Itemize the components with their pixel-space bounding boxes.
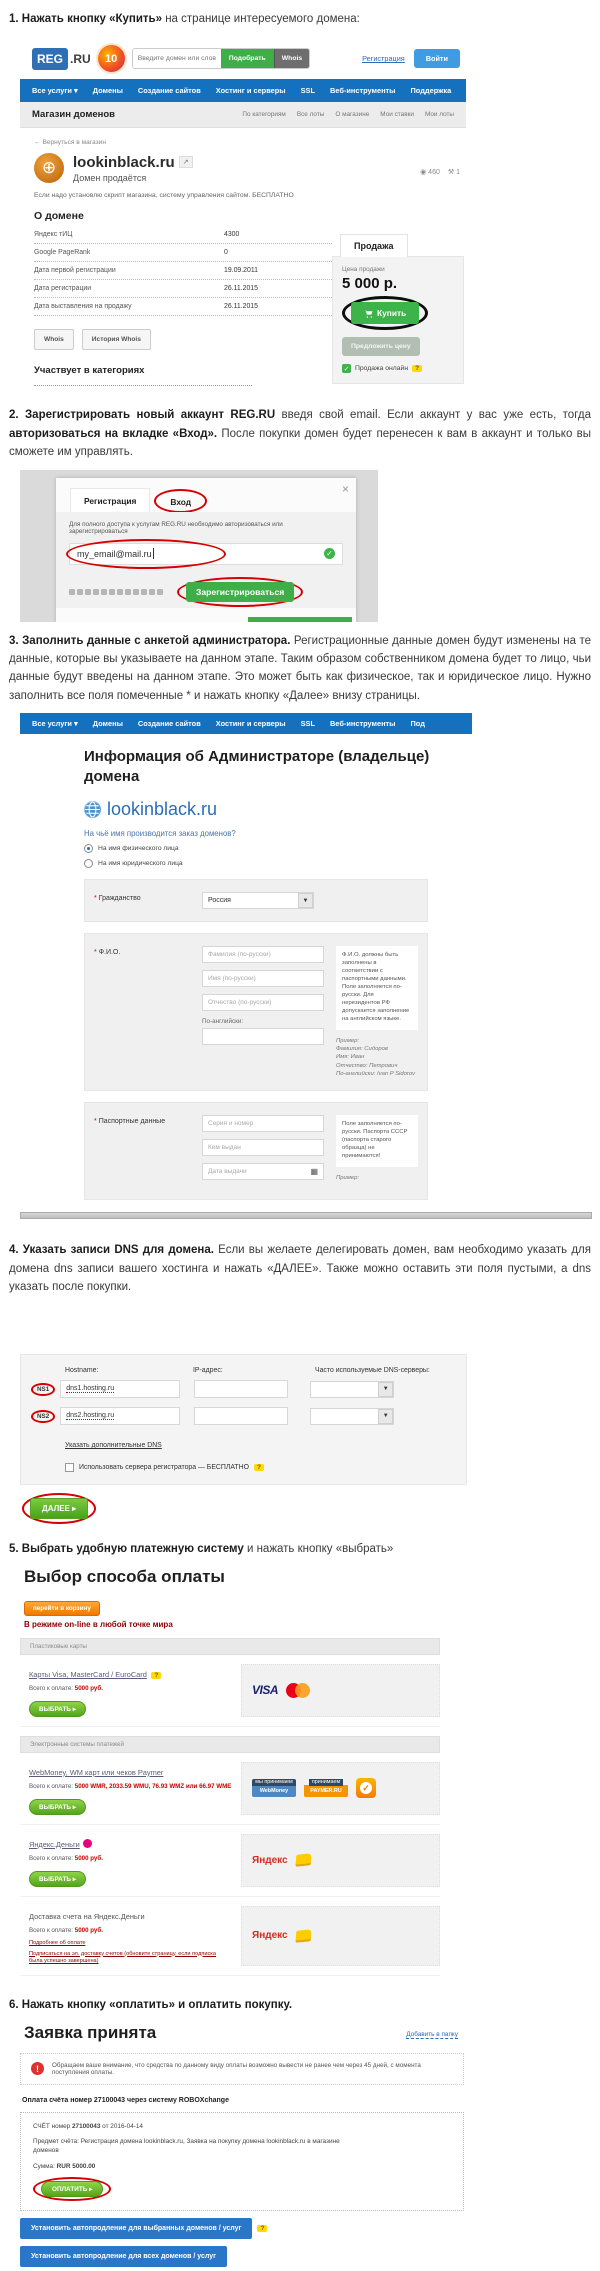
step-1-text: 1. Нажать кнопку «Купить» на странице интересуемого домена: <box>9 13 360 25</box>
help-icon[interactable]: ? <box>254 1464 264 1471</box>
payment-row-cards: Карты Visa, MasterCard / EuroCard ? Всего к оплате: 5000 руб. ВЫБРАТЬ ▸ VISA <box>20 1655 440 1727</box>
registration-link[interactable]: Регистрация <box>362 54 405 64</box>
screenshot-invoice <box>20 2023 464 2271</box>
webmoney-logo: мы принимаем WebMoney <box>252 1779 296 1797</box>
yandex-wallet-icon <box>295 1853 311 1867</box>
choose-button[interactable]: ВЫБРАТЬ ▸ <box>29 1799 86 1815</box>
step-5-text: 5. Выбрать удобную платежную систему и нажать кнопку «выбрать» <box>9 1543 394 1556</box>
nav-site-creation[interactable]: Создание сайтов <box>137 719 201 729</box>
ns1-hostname-input[interactable]: dns1.hosting.ru <box>60 1380 180 1398</box>
chevron-down-icon: ▼ <box>378 1382 393 1397</box>
firstname-input[interactable]: Имя (по-русски) <box>202 970 324 987</box>
chevron-down-icon: ▾ <box>74 86 78 96</box>
cards-method-link[interactable]: Карты Visa, MasterCard / EuroCard <box>29 1669 147 1679</box>
fio-help-text: Ф.И.О. должны быть заполнены в соответствии с паспортными данными. Поле заполняется по-русски. Для нерезидентов РФ допускается заполнение на английском языке. <box>336 946 418 1030</box>
table-row: Дата регистрации 26.11.2015 <box>34 280 332 298</box>
offer-price-button[interactable]: Предложить цену <box>342 337 420 356</box>
arrow-right-icon: ▸ <box>72 1705 76 1713</box>
screenshot-signup-modal <box>20 470 378 622</box>
section-plastic-cards: Пластиковые карты <box>20 1638 440 1655</box>
section-electronic: Электронные системы платежей <box>20 1736 440 1753</box>
tab-login[interactable]: Вход <box>170 496 192 507</box>
step-1-bold: 1. Нажать кнопку «Купить» <box>9 13 163 25</box>
yandex-logos <box>241 1906 440 1966</box>
text-caret <box>153 548 154 559</box>
citizenship-select[interactable]: Россия ▼ <box>202 892 314 909</box>
store-menu-about[interactable]: О магазине <box>335 111 370 119</box>
owner-type-question: На чьё имя производится заказ доменов? <box>84 829 236 839</box>
store-menu-my-bids[interactable]: Мои ставки <box>380 111 414 119</box>
header-right <box>362 49 464 68</box>
passport-series-input[interactable]: Серия и номер <box>202 1115 324 1132</box>
invoice-delivery-title: Доставка счета на Яндекс.Деньги <box>29 1911 145 1921</box>
screenshot-payment-methods <box>20 1567 456 1976</box>
warning-box <box>20 2053 464 2085</box>
whois-button[interactable]: Whois <box>274 49 309 68</box>
radio-icon <box>84 859 93 868</box>
annotation-ellipse-login <box>154 489 207 513</box>
citizenship-section: * Гражданство Россия ▼ <box>84 879 428 922</box>
views-icon: ◉ <box>420 169 427 177</box>
amount-value: 5000 WMR, 2033.59 WMU, 76.93 WMZ или 66.97 WME <box>74 1782 232 1790</box>
price-label: Цена продажи <box>342 266 385 274</box>
store-menu-categories[interactable]: По категориям <box>242 111 286 119</box>
nav-all-services[interactable]: Все услуги ▾ <box>32 86 78 96</box>
annotation-ellipse-ns1 <box>31 1383 55 1396</box>
domain-search-input[interactable] <box>133 49 221 68</box>
arrow-right-icon: ▸ <box>72 1803 76 1811</box>
more-dns-link[interactable]: Указать дополнительные DNS <box>65 1442 162 1450</box>
chevron-down-icon: ▼ <box>378 1409 393 1424</box>
radio-person[interactable]: На имя физического лица <box>84 844 472 853</box>
arrow-right-icon: ▸ <box>89 2185 93 2193</box>
nav-ssl[interactable]: SSL <box>300 86 315 96</box>
annotation-ellipse-ns2 <box>31 1410 55 1423</box>
categories-title: Участвует в категориях <box>34 365 252 386</box>
signup-modal <box>56 478 356 622</box>
webmoney-logos <box>241 1762 440 1815</box>
table-row: Дата первой регистрации 19.09.2011 <box>34 262 332 280</box>
passport-help-text: Поле заполняется по-русски. Паспорта СССР (паспорта старого образца) не принимаются! <box>336 1115 418 1167</box>
use-registrar-checkbox[interactable] <box>65 1463 74 1472</box>
verified-badge-icon: ✓ <box>356 1778 376 1798</box>
nav-domains[interactable]: Домены <box>92 719 123 729</box>
subscribe-invoices-link[interactable]: Подписаться на эл. доставку счетов (обновите страницу, если подписка была успешно завершена) <box>29 1950 216 1965</box>
yandex-logos <box>241 1834 440 1887</box>
choose-button[interactable]: ВЫБРАТЬ ▸ <box>29 1871 86 1887</box>
check-icon: ✓ <box>343 365 350 373</box>
fio-section: * Ф.И.О. Фамилия (по-русски) Имя (по-русски) Отчество (по-русски) По-английски: Ф.И.О. должны быть заполнены в соответствии с паспортными данными. Поле заполняется по-русски. Для нерезидентов РФ допускается заполнение на английском языке. Пример: Фамилия: Сидоров Имя: Иван Отчество: Петрович По-английски: Ivan P Sidorov <box>84 933 428 1091</box>
payment-row-yandex: Яндекс.Деньги Всего к оплате: 5000 руб. ВЫБРАТЬ ▸ Яндекс <box>20 1825 440 1897</box>
table-row: Яндекс тИЦ 4300 <box>34 226 332 244</box>
autorenew-all-button[interactable]: Установить автопродление для всех доменов / услуг <box>20 2246 227 2267</box>
passport-section: * Паспортные данные Серия и номер Кем выдан Дата выдачи ▦ Поле заполняется по-русски. Паспорта СССР (паспорта старого образца) не принимаются! Пример: <box>84 1102 428 1200</box>
main-nav <box>20 79 466 102</box>
ns2-ip-input[interactable] <box>194 1407 288 1425</box>
invoice-box <box>20 2112 464 2211</box>
passport-issued-input[interactable]: Кем выдан <box>202 1139 324 1156</box>
logo-house-icon: REG <box>32 48 68 70</box>
chevron-down-icon: ▾ <box>74 719 78 729</box>
payment-row-webmoney: WebMoney, WM карт или чеков Paymer Всего к оплате: 5000 WMR, 2033.59 WMU, 76.93 WMZ или 66.97 WME ВЫБРАТЬ ▸ мы принимаем WebMoney принимаем PAYMER.RU ✓ <box>20 1753 440 1825</box>
screenshot-domain-shop <box>20 36 466 396</box>
whois-history-button[interactable]: История Whois <box>82 329 151 350</box>
seller-note: Если надо установлю скрипт магазина, систему управления сайтом. БЕСПЛАТНО <box>34 192 294 200</box>
chevron-down-icon: ▼ <box>298 893 313 908</box>
amount-value: 5000 руб. <box>74 1684 103 1692</box>
amount-value: 5000 руб. <box>74 1926 103 1934</box>
pay-button[interactable]: ОПЛАТИТЬ ▸ <box>41 2181 103 2197</box>
store-menu-my-lots[interactable]: Мои лоты <box>424 111 454 119</box>
email-field[interactable]: my_email@mail.ru ✓ <box>69 543 343 565</box>
ns1-label: NS1 <box>37 1385 50 1393</box>
help-icon[interactable]: ? <box>412 365 422 372</box>
ordered-domain-name: lookinblack.ru <box>107 799 218 820</box>
invoice-number-line: СЧЁТ номер 27100043 от 2016-04-14 <box>33 2122 143 2130</box>
ns1-ip-input[interactable] <box>194 1380 288 1398</box>
about-domain-title: О домене <box>34 210 84 223</box>
invoice-amount-line: Сумма: RUR 5000.00 <box>33 2162 96 2170</box>
horizontal-scrollbar[interactable] <box>20 1212 592 1219</box>
nav-domains[interactable]: Домены <box>92 86 123 96</box>
nav-site-creation[interactable]: Создание сайтов <box>137 86 201 96</box>
screenshot-dns-form <box>20 1354 467 1524</box>
step-2-text: 2. Зарегистрировать новый аккаунт REG.RU введя свой email. Если аккаунт у вас уже есть, тогда авторизоваться на вкладке «Вход». После покупки домен будет перенесен к вам в аккаунт и только вы сможете им управлять. <box>9 409 591 459</box>
modal-info-text: Для полного доступа к услугам REG.RU необходимо авторизоваться или зарегистрироваться <box>69 520 283 535</box>
store-menu <box>242 111 454 118</box>
radio-company[interactable]: На имя юридического лица <box>84 859 472 868</box>
go-to-cart-button[interactable]: перейти в корзину <box>24 1601 100 1616</box>
domain-search-box <box>132 48 310 69</box>
step-4-text: 4. Указать записи DNS для домена. Если вы желаете делегировать домен, вам необходимо указать для домена dns записи вашего хостинга и нажать «ДАЛЕЕ». Также можно оставить эти поля пустыми, а dns указать после покупки. <box>9 1244 591 1293</box>
ns2-hostname-input[interactable]: dns2.hosting.ru <box>60 1407 180 1425</box>
visa-logo: VISA <box>252 1683 279 1698</box>
annotation-ellipse-next <box>22 1493 96 1524</box>
login-button[interactable]: Войти <box>414 49 460 68</box>
table-row: Дата выставления на продажу 26.11.2015 <box>34 298 332 316</box>
payment-page-title: Выбор способа оплаты <box>24 1566 225 1586</box>
globe-icon <box>84 801 101 818</box>
ns1-dns-select[interactable] <box>310 1381 394 1398</box>
back-to-store-link[interactable]: ← Вернуться в магазин <box>34 139 106 147</box>
admin-form-title: Информация об Администраторе (владельце) домена <box>84 748 430 785</box>
tab-registration[interactable]: Регистрация <box>70 488 150 513</box>
cards-logos <box>241 1664 440 1717</box>
arrow-right-icon: ▸ <box>72 1875 76 1883</box>
payment-system-line: Оплата счёта номер 27100043 через систему ROBOXchange <box>22 2096 229 2104</box>
help-icon[interactable]: ? <box>151 1672 161 1679</box>
choose-button[interactable]: ВЫБРАТЬ ▸ <box>29 1701 86 1717</box>
nav-ssl[interactable]: SSL <box>300 719 315 729</box>
english-label: По-английски: <box>202 1018 244 1026</box>
calendar-icon[interactable]: ▦ <box>310 1167 318 1177</box>
bids-count: 1 <box>456 169 460 177</box>
annotation-ellipse-pay <box>33 2177 111 2201</box>
nav-web-tools[interactable]: Веб-инструменты <box>329 86 396 96</box>
pick-domain-button[interactable]: Подобрать <box>221 49 274 68</box>
invoice-subject-line: Предмет счёта: Регистрация домена lookinblack.ru, Заявка на покупку домена lookinblack.ru в магазине доменов <box>33 2137 340 2155</box>
store-title: Магазин доменов <box>32 109 116 121</box>
nav-hosting[interactable]: Хостинг и серверы <box>215 86 286 96</box>
warning-icon: ! <box>31 2062 44 2075</box>
domain-name: lookinblack.ru <box>73 153 175 171</box>
hostname-header: Hostname: <box>65 1367 99 1375</box>
views-count: 460 <box>428 169 440 177</box>
cropped-button-edge <box>248 617 352 622</box>
nav-all-services[interactable]: Все услуги ▾ <box>32 719 78 729</box>
add-to-folder-link[interactable]: Добавить в папку <box>406 2030 458 2038</box>
nav-support-cut[interactable]: Под <box>410 719 425 729</box>
nav-hosting[interactable]: Хостинг и серверы <box>215 719 286 729</box>
invoice-page-title: Заявка принята <box>24 2022 157 2042</box>
payment-details-link[interactable]: Подробнее об оплате <box>29 1939 86 1946</box>
yandex-money-link[interactable]: Яндекс.Деньги <box>29 1839 80 1849</box>
passport-date-input[interactable]: Дата выдачи ▦ <box>202 1163 324 1180</box>
autorenew-selected-button[interactable]: Установить автопродление для выбранных доменов / услуг <box>20 2218 252 2239</box>
online-note: В режиме on-line в любой точке мира <box>24 1619 173 1629</box>
screenshot-admin-form <box>20 713 472 1219</box>
site-header <box>20 36 466 79</box>
bids-icon: ⚒ <box>447 169 455 177</box>
buy-button[interactable]: Купить <box>351 302 419 324</box>
arrow-left-icon: ← <box>34 139 41 147</box>
yandex-money-icon <box>83 1839 92 1848</box>
main-nav <box>20 713 472 734</box>
next-button[interactable]: ДАЛЕЕ ▸ <box>30 1498 88 1519</box>
ip-header: IP-адрес: <box>193 1367 223 1375</box>
whois-info-button[interactable]: Whois <box>34 329 74 350</box>
english-name-input[interactable] <box>202 1028 324 1045</box>
social-login-icons[interactable] <box>69 589 163 595</box>
annotation-ellipse-buy <box>342 296 428 330</box>
mastercard-logo <box>286 1683 310 1698</box>
warning-text: Обращаем ваше внимание, что средства по данному виду оплаты возможно вывести не ранее чем через 45 дней, с момента поступления оплаты. <box>52 2061 421 2076</box>
anniversary-icon: 10 <box>98 45 125 72</box>
paymer-logo: принимаем PAYMER.RU <box>304 1779 348 1797</box>
passport-example: Пример: <box>336 1175 360 1182</box>
yandex-logo: Яндекс <box>252 1930 288 1942</box>
step-3-text: 3. Заполнить данные с анкетой администратора. Регистрационные данные домен будут изменены на те данные, которые вы указываете на данном этапе. Таким образом собственником домена будет то лицо, чьи данные будут введены на данном этапе. Это может быть как физическое, так и юридическое лицо. Нужно заполнить все поля помеченные * и нажать кнопку «Далее» внизу страницы. <box>9 634 591 702</box>
sale-tab[interactable]: Продажа <box>340 234 408 257</box>
signup-button[interactable]: Зарегистрироваться <box>186 582 294 602</box>
domain-status: Домен продаётся <box>73 172 147 183</box>
patronymic-input[interactable]: Отчество (по-русски) <box>202 994 324 1011</box>
step-6-text: 6. Нажать кнопку «оплатить» и оплатить покупку. <box>9 1999 293 2012</box>
common-dns-header: Часто используемые DNS-серверы: <box>315 1367 430 1375</box>
table-row: Google PageRank 0 <box>34 244 332 262</box>
external-link-icon[interactable]: ↗ <box>179 156 193 168</box>
domain-header-row <box>34 153 466 183</box>
ns2-label: NS2 <box>37 1412 50 1420</box>
surname-input[interactable]: Фамилия (по-русски) <box>202 946 324 963</box>
payment-row-invoice-delivery: Доставка счета на Яндекс.Деньги Всего к оплате: 5000 руб. Подробнее об оплате Подписаться на эл. доставку счетов (обновите страницу, если подписка была успешно завершена) Яндекс <box>20 1897 440 1976</box>
help-icon[interactable]: ? <box>257 2225 267 2232</box>
annotation-ellipse-signup <box>177 577 303 607</box>
online-sale-label: Продажа онлайн <box>355 365 409 373</box>
domain-info-table <box>34 226 332 316</box>
cart-icon <box>364 309 373 318</box>
nav-support[interactable]: Поддержка <box>410 86 452 96</box>
nav-web-tools[interactable]: Веб-инструменты <box>329 719 396 729</box>
domain-stats <box>420 168 460 176</box>
valid-check-icon: ✓ <box>324 548 335 559</box>
reg-ru-logo[interactable]: REG .RU <box>32 48 91 70</box>
fio-example: Пример: Фамилия: Сидоров Имя: Иван Отчество: Петрович По-английски: Ivan P Sidorov <box>336 1037 416 1077</box>
yandex-wallet-icon <box>295 1929 311 1943</box>
use-registrar-label: Использовать сервера регистратора — БЕСПЛАТНО <box>79 1464 249 1472</box>
close-icon[interactable]: × <box>341 481 349 496</box>
globe-icon: ⊕ <box>34 153 64 183</box>
radio-selected-icon <box>84 844 93 853</box>
sale-price: 5 000 р. <box>342 275 398 293</box>
amount-value: 5000 руб. <box>74 1854 103 1862</box>
store-subnav <box>20 102 466 128</box>
sale-panel <box>332 234 464 384</box>
yandex-logo: Яндекс <box>252 1854 288 1866</box>
webmoney-method-link[interactable]: WebMoney, WM карт или чеков Paymer <box>29 1767 164 1777</box>
store-menu-all-lots[interactable]: Все лоты <box>296 111 325 119</box>
arrow-right-icon: ▸ <box>72 1504 77 1514</box>
ns2-dns-select[interactable] <box>310 1408 394 1425</box>
